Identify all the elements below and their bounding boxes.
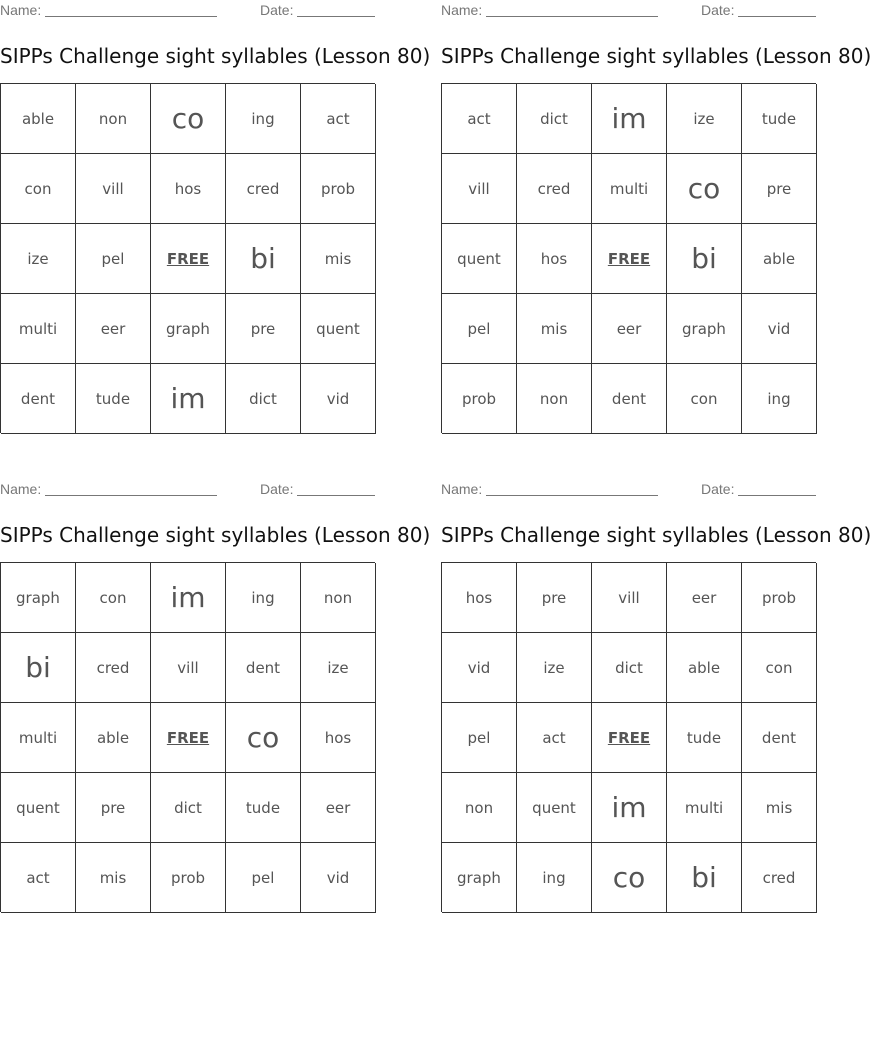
- bingo-cell: bi: [1, 633, 76, 703]
- date-label: Date:: [701, 481, 735, 497]
- free-space-cell: FREE: [592, 703, 667, 773]
- bingo-cell: con: [667, 364, 742, 434]
- bingo-cell: ing: [226, 563, 301, 633]
- bingo-cell: eer: [592, 294, 667, 364]
- bingo-cell: ing: [226, 84, 301, 154]
- bingo-cell: dent: [742, 703, 817, 773]
- free-space-cell: FREE: [151, 703, 226, 773]
- bingo-cell: vid: [301, 364, 376, 434]
- date-label: Date:: [260, 2, 294, 18]
- card-title: SIPPs Challenge sight syllables (Lesson 80): [0, 44, 431, 68]
- bingo-cell: mis: [301, 224, 376, 294]
- bingo-cell: cred: [226, 154, 301, 224]
- card-title: SIPPs Challenge sight syllables (Lesson 80): [441, 523, 871, 547]
- bingo-cell: pre: [517, 563, 592, 633]
- bingo-cell: eer: [76, 294, 151, 364]
- free-space-cell: FREE: [592, 224, 667, 294]
- bingo-cell: dent: [226, 633, 301, 703]
- name-label: Name:: [0, 2, 42, 18]
- card-header-fields: [441, 479, 816, 501]
- name-label: Name:: [441, 481, 483, 497]
- bingo-cell: act: [517, 703, 592, 773]
- bingo-cell: quent: [1, 773, 76, 843]
- bingo-grid: [441, 83, 816, 433]
- bingo-cell: cred: [517, 154, 592, 224]
- bingo-cell: able: [76, 703, 151, 773]
- bingo-cell: tude: [76, 364, 151, 434]
- bingo-cell: tude: [226, 773, 301, 843]
- bingo-cell: vid: [742, 294, 817, 364]
- bingo-cell: quent: [442, 224, 517, 294]
- name-label: Name:: [0, 481, 42, 497]
- bingo-cell: act: [301, 84, 376, 154]
- bingo-cell: pel: [226, 843, 301, 913]
- name-field[interactable]: [486, 495, 658, 496]
- bingo-cell: vill: [76, 154, 151, 224]
- bingo-grid: [441, 562, 816, 912]
- bingo-cell: ing: [517, 843, 592, 913]
- date-label: Date:: [701, 2, 735, 18]
- bingo-cell: prob: [301, 154, 376, 224]
- date-field[interactable]: [297, 16, 375, 17]
- bingo-card: [0, 479, 431, 887]
- name-label: Name:: [441, 2, 483, 18]
- bingo-cell: co: [667, 154, 742, 224]
- bingo-cell: graph: [1, 563, 76, 633]
- bingo-cell: ize: [517, 633, 592, 703]
- bingo-cell: tude: [742, 84, 817, 154]
- bingo-cell: multi: [1, 294, 76, 364]
- bingo-cell: co: [592, 843, 667, 913]
- bingo-cell: pre: [226, 294, 301, 364]
- bingo-cell: prob: [151, 843, 226, 913]
- bingo-cell: multi: [592, 154, 667, 224]
- bingo-cell: con: [742, 633, 817, 703]
- bingo-cell: cred: [742, 843, 817, 913]
- bingo-cell: hos: [301, 703, 376, 773]
- bingo-cell: hos: [442, 563, 517, 633]
- bingo-cell: graph: [667, 294, 742, 364]
- bingo-cell: bi: [667, 843, 742, 913]
- bingo-grid: [0, 562, 375, 912]
- bingo-cell: prob: [742, 563, 817, 633]
- bingo-cell: co: [151, 84, 226, 154]
- bingo-cell: ize: [301, 633, 376, 703]
- bingo-cell: prob: [442, 364, 517, 434]
- bingo-cell: mis: [76, 843, 151, 913]
- name-field[interactable]: [45, 16, 217, 17]
- free-space-cell: FREE: [151, 224, 226, 294]
- bingo-cell: multi: [1, 703, 76, 773]
- bingo-cell: con: [1, 154, 76, 224]
- date-label: Date:: [260, 481, 294, 497]
- bingo-cell: pre: [742, 154, 817, 224]
- bingo-cell: vill: [592, 563, 667, 633]
- bingo-cell: able: [1, 84, 76, 154]
- card-title: SIPPs Challenge sight syllables (Lesson 80): [0, 523, 431, 547]
- bingo-cell: dent: [1, 364, 76, 434]
- bingo-cell: ing: [742, 364, 817, 434]
- bingo-cell: dict: [226, 364, 301, 434]
- bingo-cell: graph: [442, 843, 517, 913]
- bingo-cell: tude: [667, 703, 742, 773]
- bingo-cell: eer: [301, 773, 376, 843]
- bingo-cell: im: [151, 364, 226, 434]
- bingo-cell: con: [76, 563, 151, 633]
- bingo-card: [0, 0, 431, 415]
- date-field[interactable]: [738, 16, 816, 17]
- bingo-cell: non: [76, 84, 151, 154]
- bingo-cell: mis: [517, 294, 592, 364]
- bingo-cell: pel: [442, 294, 517, 364]
- bingo-cell: hos: [517, 224, 592, 294]
- bingo-cell: ize: [667, 84, 742, 154]
- bingo-cell: multi: [667, 773, 742, 843]
- bingo-cell: eer: [667, 563, 742, 633]
- bingo-cell: able: [667, 633, 742, 703]
- name-field[interactable]: [486, 16, 658, 17]
- bingo-cell: cred: [76, 633, 151, 703]
- bingo-cell: bi: [226, 224, 301, 294]
- bingo-cell: co: [226, 703, 301, 773]
- bingo-cell: non: [301, 563, 376, 633]
- bingo-cell: vid: [442, 633, 517, 703]
- bingo-cell: ize: [1, 224, 76, 294]
- bingo-card: [441, 0, 871, 408]
- bingo-cell: im: [592, 84, 667, 154]
- date-field[interactable]: [738, 495, 816, 496]
- bingo-cell: mis: [742, 773, 817, 843]
- bingo-cell: pel: [76, 224, 151, 294]
- bingo-cell: able: [742, 224, 817, 294]
- bingo-cell: dict: [592, 633, 667, 703]
- card-header-fields: [441, 0, 816, 22]
- bingo-cell: vill: [151, 633, 226, 703]
- bingo-cell: im: [592, 773, 667, 843]
- bingo-cell: act: [1, 843, 76, 913]
- bingo-cell: quent: [301, 294, 376, 364]
- bingo-cell: dict: [517, 84, 592, 154]
- bingo-cell: dict: [151, 773, 226, 843]
- bingo-card: [441, 479, 871, 894]
- bingo-cell: act: [442, 84, 517, 154]
- card-title: SIPPs Challenge sight syllables (Lesson 80): [441, 44, 871, 68]
- bingo-cell: graph: [151, 294, 226, 364]
- bingo-cell: pel: [442, 703, 517, 773]
- bingo-grid: [0, 83, 375, 433]
- card-header-fields: [0, 0, 375, 22]
- bingo-cell: non: [442, 773, 517, 843]
- date-field[interactable]: [297, 495, 375, 496]
- name-field[interactable]: [45, 495, 217, 496]
- bingo-cell: non: [517, 364, 592, 434]
- bingo-cell: pre: [76, 773, 151, 843]
- bingo-cell: bi: [667, 224, 742, 294]
- bingo-cell: im: [151, 563, 226, 633]
- bingo-cell: hos: [151, 154, 226, 224]
- bingo-cell: vid: [301, 843, 376, 913]
- card-header-fields: [0, 479, 375, 501]
- bingo-cell: dent: [592, 364, 667, 434]
- bingo-cell: quent: [517, 773, 592, 843]
- bingo-cell: vill: [442, 154, 517, 224]
